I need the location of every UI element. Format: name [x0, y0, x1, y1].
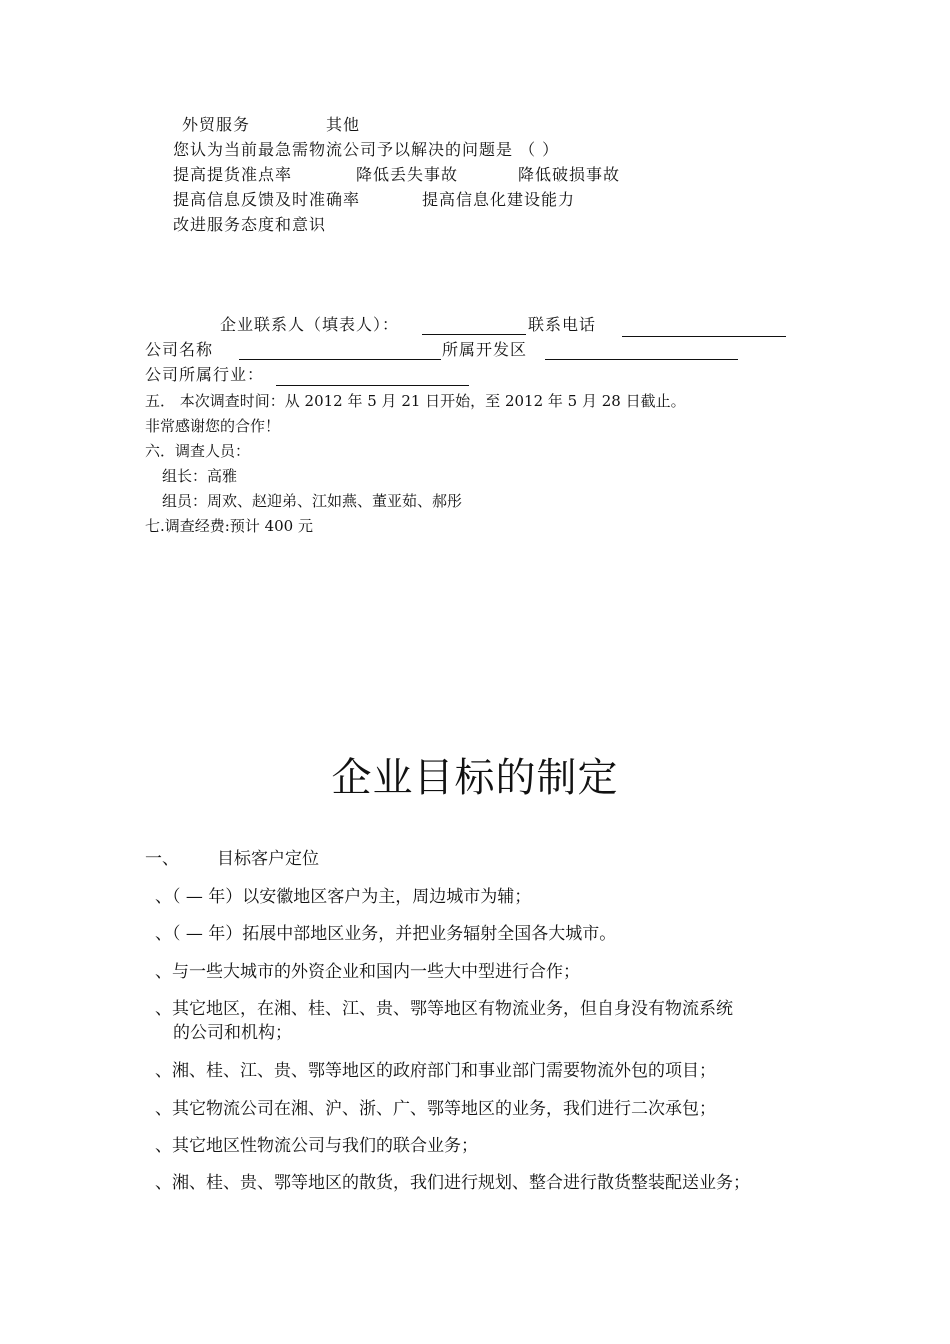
option-feedback-accuracy: 提高信息反馈及时准确率	[173, 190, 361, 209]
list-item: 、湘、桂、江、贵、鄂等地区的政府部门和事业部门需要物流外包的项目；	[155, 1061, 716, 1081]
list-item: 、与一些大城市的外资企业和国内一些大中型进行合作；	[155, 962, 580, 982]
option-it-capability: 提高信息化建设能力	[422, 190, 576, 209]
contact-field[interactable]	[422, 334, 526, 335]
option-pickup-punctuality: 提高提货准点率	[173, 165, 293, 184]
survey-time: 五． 本次调查时间：从 2012 年 5 月 21 日开始，至 2012 年 5 月 28 日截止。	[145, 392, 686, 410]
list-item: 、其它地区，在湘、桂、江、贵、鄂等地区有物流业务，但自身没有物流系统	[155, 999, 733, 1019]
list-item-continuation: 的公司和机构；	[173, 1023, 292, 1043]
list-item: 、（ — 年）拓展中部地区业务，并把业务辐射全国各大城市。	[155, 924, 617, 944]
option-other: 其他	[326, 115, 361, 134]
section-heading-number: 一、	[145, 849, 179, 869]
survey-question: 您认为当前最急需物流公司予以解决的问题是 （ ）	[173, 140, 560, 159]
budget-text: 七.调查经费:预计 400 元	[145, 517, 313, 535]
phone-field[interactable]	[622, 336, 786, 337]
page-title: 企业目标的制定	[331, 755, 619, 801]
thanks-text: 非常感谢您的合作！	[145, 417, 281, 435]
phone-label: 联系电话	[528, 315, 597, 334]
staff-heading: 六．调查人员：	[145, 442, 251, 460]
option-reduce-damage: 降低破损事故	[518, 165, 621, 184]
company-name-label: 公司名称	[145, 340, 214, 359]
zone-label: 所属开发区	[442, 340, 528, 359]
section-heading: 目标客户定位	[217, 849, 319, 869]
list-item: 、（ — 年）以安徽地区客户为主，周边城市为辅；	[155, 887, 532, 907]
industry-field[interactable]	[276, 385, 469, 386]
option-reduce-loss: 降低丢失事故	[356, 165, 459, 184]
zone-field[interactable]	[545, 359, 738, 360]
team-leader: 组长：高雅	[162, 467, 238, 485]
industry-label: 公司所属行业：	[145, 365, 265, 384]
contact-label: 企业联系人（填表人）：	[220, 315, 400, 334]
team-members: 组员：周欢、赵迎弟、江如燕、董亚茹、郝彤	[162, 492, 463, 510]
option-service-attitude: 改进服务态度和意识	[173, 215, 327, 234]
list-item: 、其它物流公司在湘、沪、浙、广、鄂等地区的业务，我们进行二次承包；	[155, 1099, 716, 1119]
list-item: 、其它地区性物流公司与我们的联合业务；	[155, 1136, 478, 1156]
list-item: 、湘、桂、贵、鄂等地区的散货，我们进行规划、整合进行散货整装配送业务；	[155, 1173, 750, 1193]
company-name-field[interactable]	[239, 359, 441, 360]
option-foreign-trade: 外贸服务	[182, 115, 251, 134]
